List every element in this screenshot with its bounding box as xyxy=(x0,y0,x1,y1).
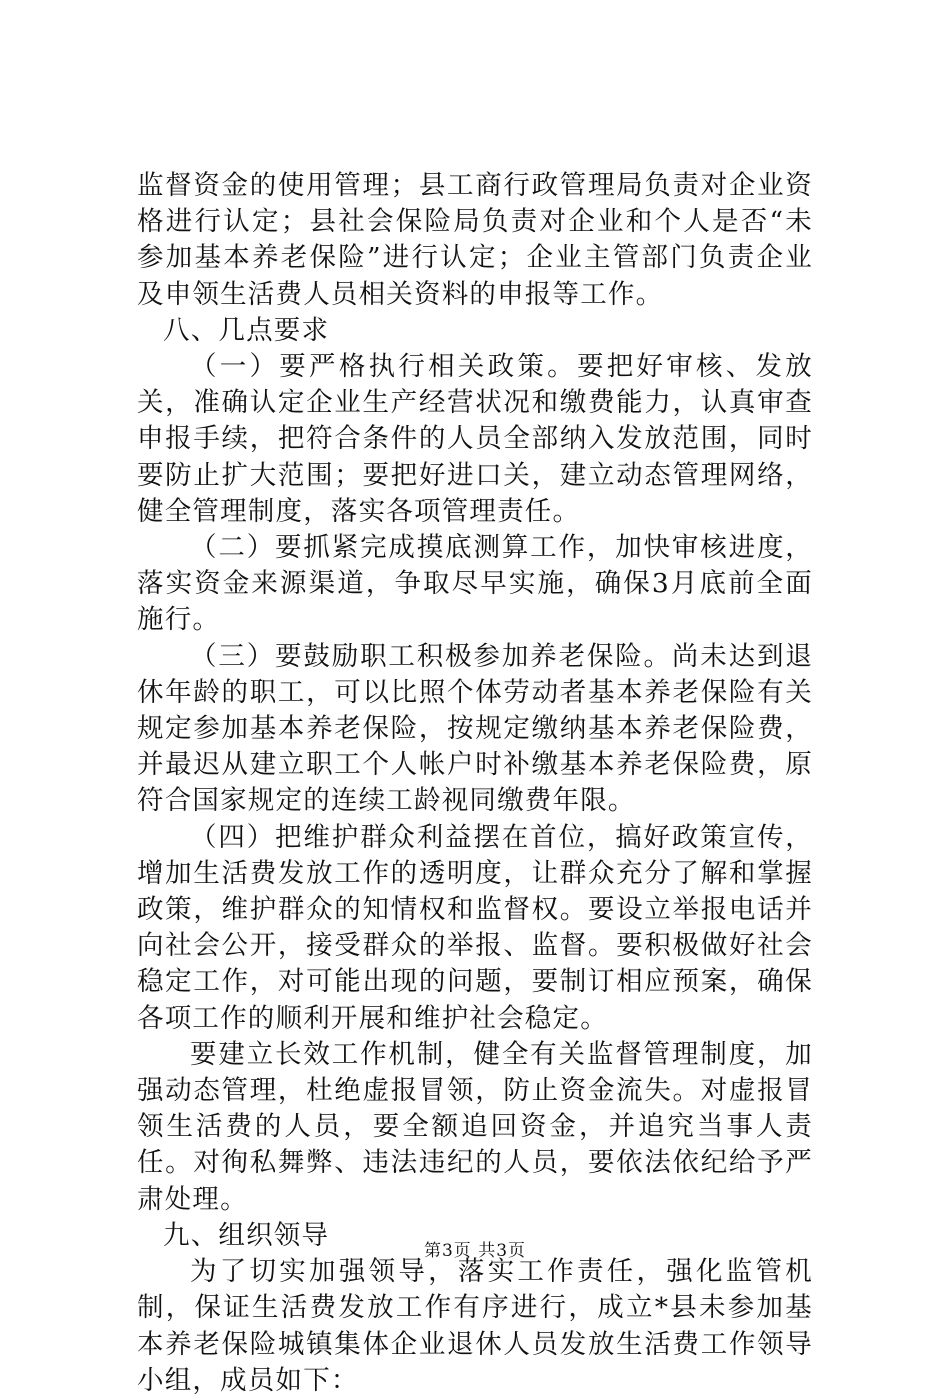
paragraph-requirement-3: （三）要鼓励职工积极参加养老保险。尚未达到退休年龄的职工，可以比照个体劳动者基本养老保险有关规定参加基本养老保险，按规定缴纳基本养老保险费，并最迟从建立职工个人帐户时补缴基本养老保险费，原符合国家规定的连续工龄视同缴费年限。 xyxy=(137,640,813,817)
paragraph-requirement-1: （一）要严格执行相关政策。要把好审核、发放关，准确认定企业生产经营状况和缴费能力，认真审查申报手续，把符合条件的人员全部纳入发放范围，同时要防止扩大范围；要把好进口关，建立动态管理网络，健全管理制度，落实各项管理责任。 xyxy=(137,351,813,527)
paragraph-requirement-2: （二）要抓紧完成摸底测算工作，加快审核进度，落实资金来源渠道，争取尽早实施，确保3月底前全面施行。 xyxy=(137,532,813,636)
section-heading-leadership: 九、组织领导 xyxy=(163,1219,330,1251)
page-footer: 第3页 共3页 xyxy=(423,1241,527,1261)
paragraph-requirement-4: （四）把维护群众利益摆在首位，搞好政策宣传，增加生活费发放工作的透明度，让群众充分了解和掌握政策，维护群众的知情权和监督权。要设立举报电话并向社会公开，接受群众的举报、监督。要积极做好社会稳定工作，对可能出现的问题，要制订相应预案，确保各项工作的顺利开展和维护社会稳定。 xyxy=(137,821,813,1034)
paragraph-long-term-mechanism: 要建立长效工作机制，健全有关监督管理制度，加强动态管理，杜绝虚报冒领，防止资金流失。对虚报冒领生活费的人员，要全额追回资金，并追究当事人责任。对徇私舞弊、违法违纪的人员，要依法依纪给予严肃处理。 xyxy=(137,1038,813,1215)
document-body xyxy=(137,168,813,1399)
paragraph-leadership: 为了切实加强领导，落实工作责任，强化监管机制，保证生活费发放工作有序进行，成立*县未参加基本养老保险城镇集体企业退休人员发放生活费工作领导小组，成员如下： xyxy=(137,1256,813,1396)
paragraph-continuation: 监督资金的使用管理；县工商行政管理局负责对企业资格进行认定；县社会保险局负责对企业和个人是否“未参加基本养老保险”进行认定；企业主管部门负责企业及申领生活费人员相关资料的申报等工作。 xyxy=(137,170,813,310)
section-heading-requirements: 八、几点要求 xyxy=(163,314,330,346)
